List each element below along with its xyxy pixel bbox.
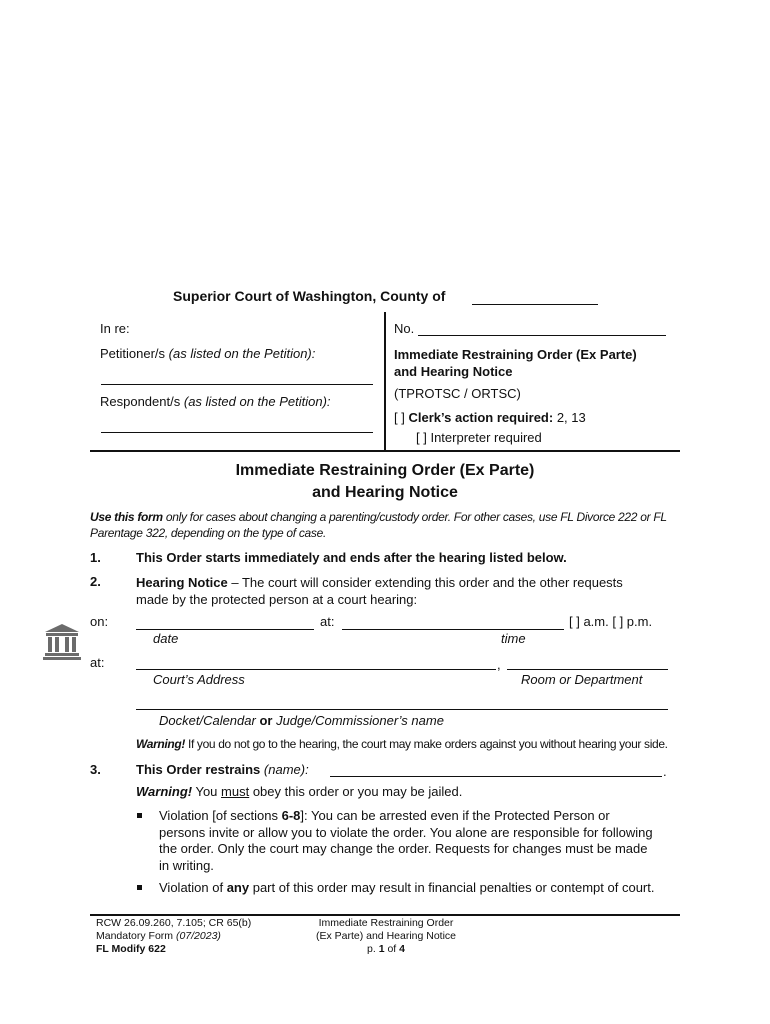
interpreter-checkbox[interactable]: [ ]: [416, 430, 427, 445]
footer-center: Immediate Restraining Order (Ex Parte) and Hearing Notice p. 1 of 4: [290, 917, 482, 956]
respondent-label: Respondent/s (as listed on the Petition):: [100, 394, 331, 409]
respondent-blank[interactable]: [101, 418, 373, 433]
section-2-text: Hearing Notice – The court will consider extending this order and the other requests made by the protected person at a court hearing:: [136, 575, 623, 607]
address-caption: Court’s Address: [153, 672, 245, 687]
caption-doc-title: Immediate Restraining Order (Ex Parte) and Hearing Notice: [394, 347, 637, 379]
caption-divider: [384, 312, 386, 450]
section-2-number: 2.: [90, 574, 101, 589]
hearing-date-blank[interactable]: [136, 614, 314, 630]
intro-text: Use this form only for cases about changing a parenting/custody order. For other cases, use FL Divorce 222 or FL Parentage 322, depending on the type of case.: [90, 510, 667, 540]
footer-rule: [90, 914, 680, 916]
page-indicator: p. 1 of 4: [367, 943, 405, 955]
document-title: Immediate Restraining Order (Ex Parte) and Hearing Notice: [235, 462, 535, 501]
hearing-warning: Warning! If you do not go to the hearing, the court may make orders against you without hearing your side.: [136, 737, 668, 751]
hearing-time-blank[interactable]: [342, 614, 564, 630]
court-heading: Superior Court of Washington, County of: [173, 288, 446, 304]
court-address-blank[interactable]: [136, 655, 496, 670]
in-re-label: In re:: [100, 321, 130, 336]
section-1-text: This Order starts immediately and ends after the hearing listed below.: [136, 550, 567, 565]
docket-blank[interactable]: [136, 695, 668, 710]
section-3-number: 3.: [90, 762, 101, 777]
petitioner-blank[interactable]: [101, 370, 373, 385]
at-time-label: at:: [320, 614, 335, 629]
caption-rule: [90, 450, 680, 452]
courthouse-icon: [43, 622, 81, 665]
date-caption: date: [153, 631, 179, 646]
address-comma: ,: [497, 657, 501, 672]
case-no-blank[interactable]: [418, 321, 666, 336]
bullet-1-text: Violation [of sections 6-8]: You can be arrested even if the Protected Person or persons invite or allow you to violate the order. You alone are responsible for following the order. Only the court may change the order. Requests for changes must be made in writing.: [159, 808, 653, 873]
time-caption: time: [501, 631, 526, 646]
doc-codes: (TPROTSC / ORTSC): [394, 386, 521, 401]
at-address-label: at:: [90, 655, 105, 670]
petitioner-label: Petitioner/s (as listed on the Petition):: [100, 346, 316, 361]
bullet-2-icon: [137, 885, 142, 890]
section-3-title: This Order restrains (name):: [136, 762, 309, 777]
restrained-name-blank[interactable]: [330, 762, 662, 777]
room-caption: Room or Department: [521, 672, 643, 687]
name-period: .: [663, 764, 667, 779]
clerk-checkbox[interactable]: [ ]: [394, 410, 405, 425]
docket-caption: Docket/Calendar or Judge/Commissioner’s name: [159, 713, 444, 728]
clerk-action-line: [ ] Clerk’s action required: 2, 13: [394, 410, 586, 425]
on-label: on:: [90, 614, 109, 629]
room-blank[interactable]: [507, 655, 668, 670]
case-no-label: No.: [394, 321, 415, 336]
interpreter-line: [ ] Interpreter required: [416, 430, 542, 445]
bullet-2-text: Violation of any part of this order may result in financial penalties or contempt of court.: [159, 880, 655, 895]
bullet-1-icon: [137, 813, 142, 818]
section-1-number: 1.: [90, 550, 101, 565]
obey-warning: Warning! You must obey this order or you may be jailed.: [136, 784, 463, 799]
footer-left: RCW 26.09.260, 7.105; CR 65(b) Mandatory Form (07/2023) FL Modify 622: [96, 917, 252, 955]
am-pm-options[interactable]: [ ] a.m. [ ] p.m.: [569, 614, 653, 629]
county-blank[interactable]: [472, 290, 598, 305]
